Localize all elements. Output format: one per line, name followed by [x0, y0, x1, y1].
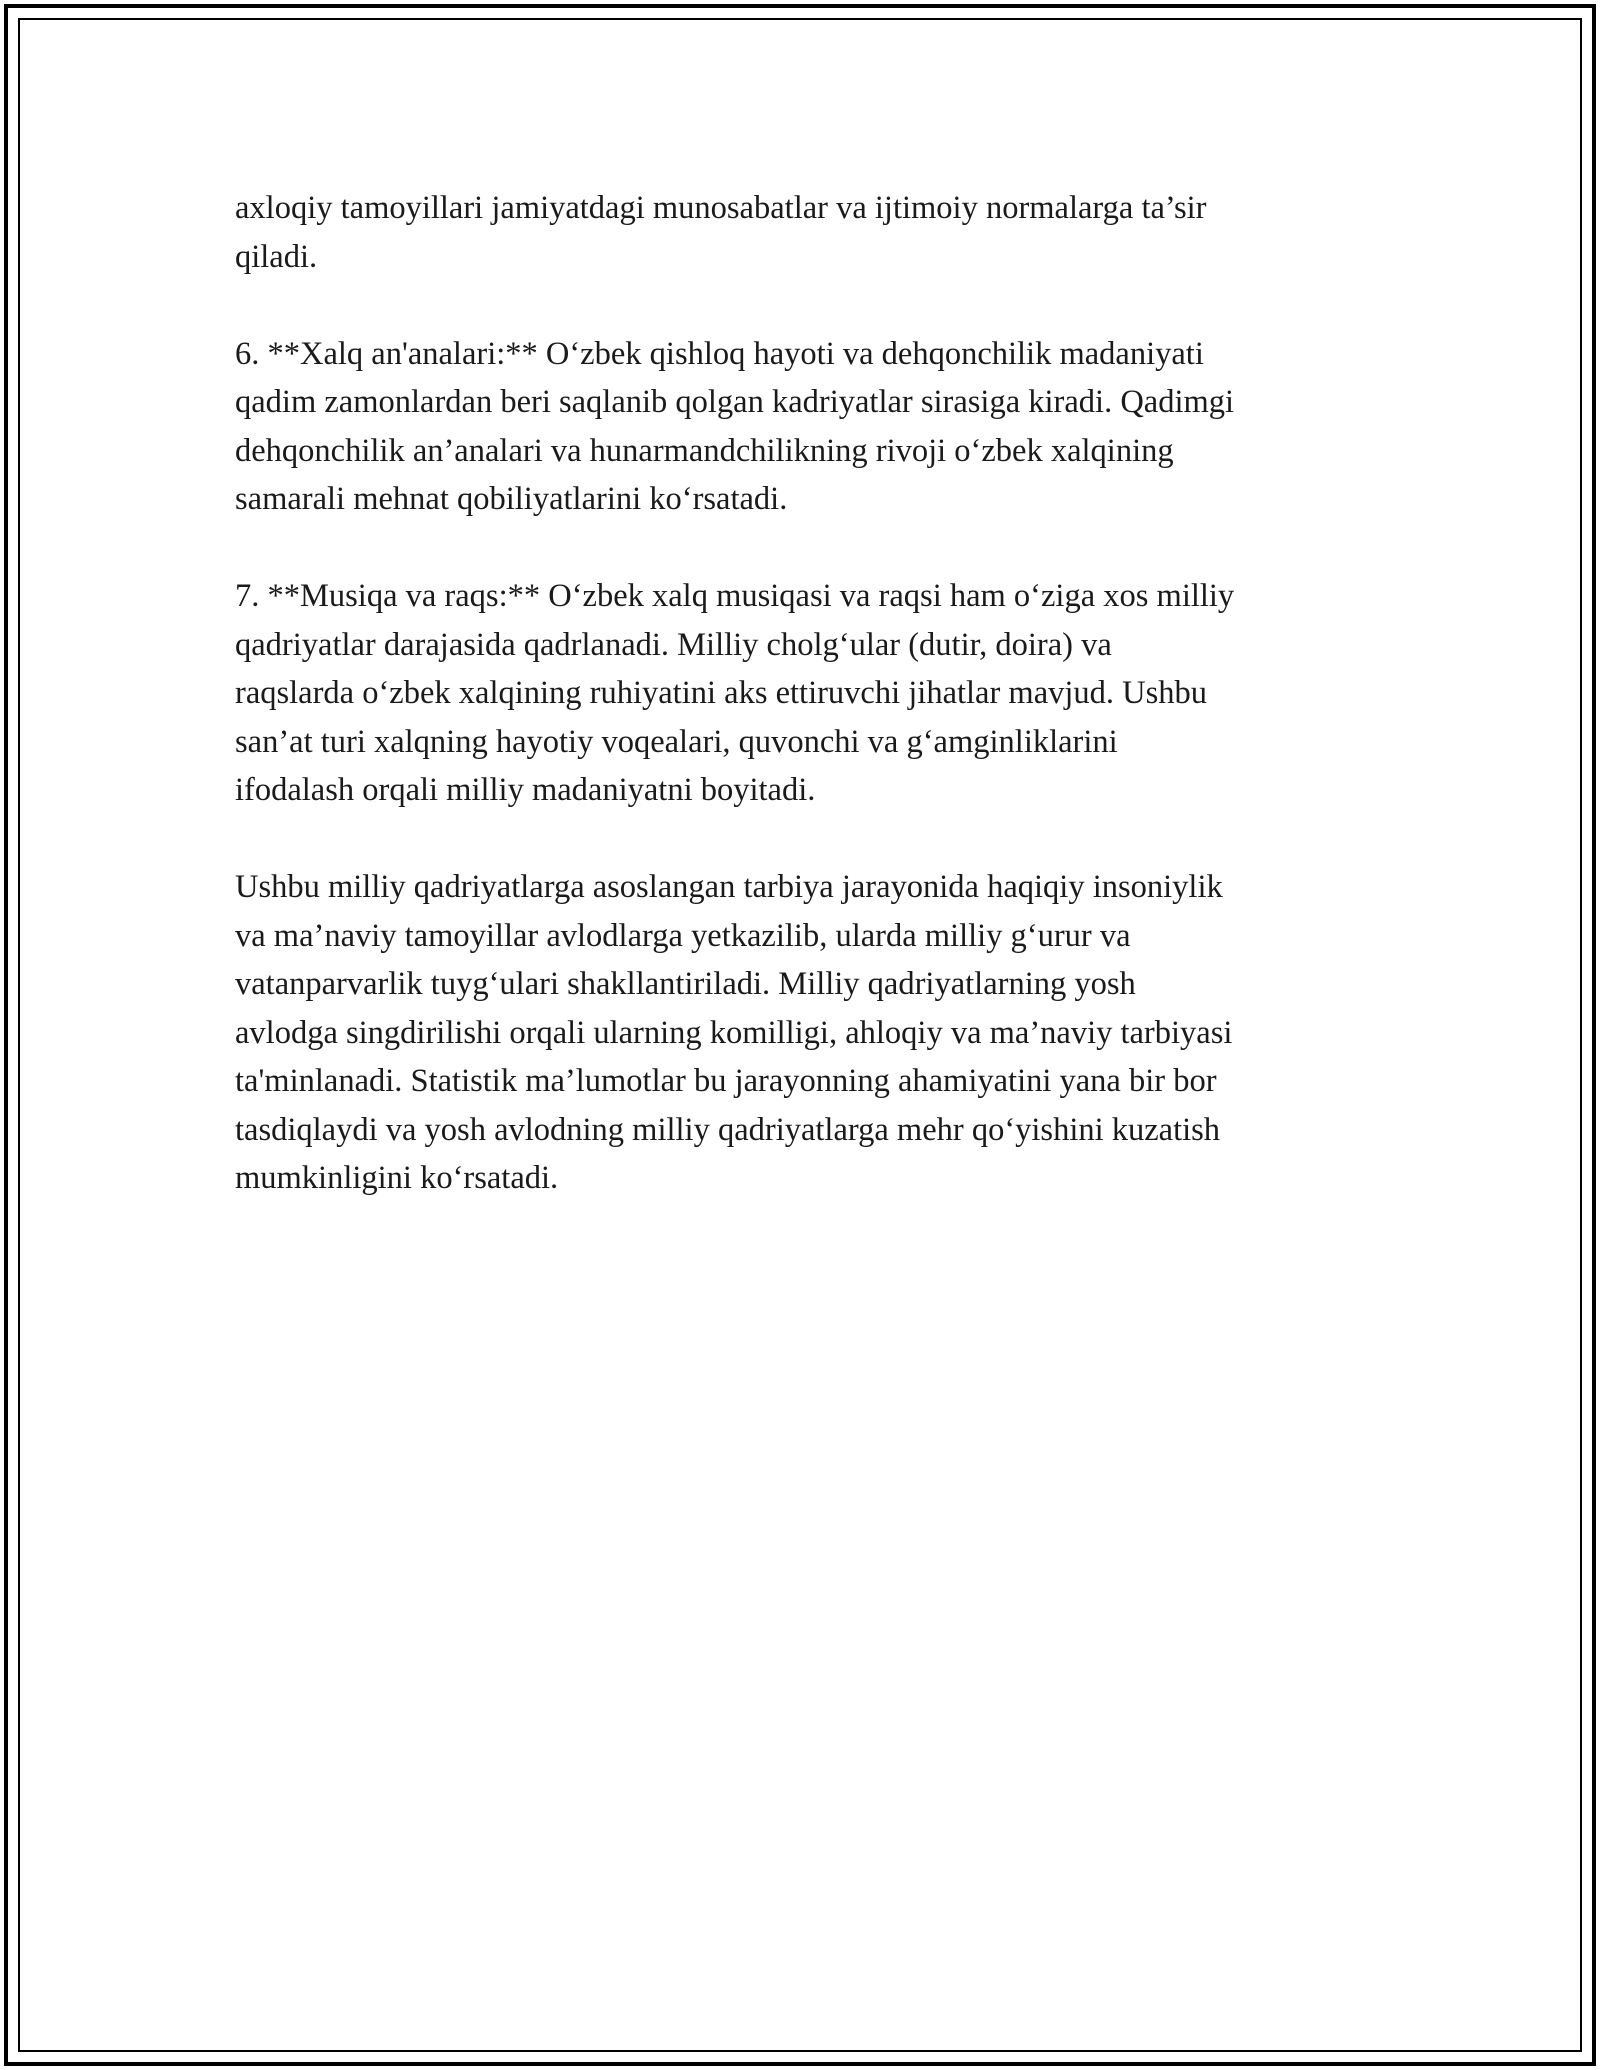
document-body [235, 184, 1385, 1251]
paragraph-continuation: axloqiy tamoyillari jamiyatdagi munosabatlar va ijtimoiy normalarga ta’sir qiladi. [235, 190, 1207, 275]
paragraph-folk-traditions: 6. **Xalq an'analari:** O‘zbek qishloq hayoti va dehqonchilik madaniyati qadim zamonlardan beri saqlanib qolgan kadriyatlar sirasiga kiradi. Qadimgi dehqonchilik an’analari va hunarmandchilikning rivoji o‘zbek xalqining samarali mehnat qobiliyatlarini ko‘rsatadi. [235, 335, 1235, 517]
paragraph-music-and-dance: 7. **Musiqa va raqs:** O‘zbek xalq musiqasi va raqsi ham o‘ziga xos milliy qadriyatlar darajasida qadrlanadi. Milliy cholg‘ular (dutir, doira) va raqslarda o‘zbek xalqining ruhiyatini aks ettiruvchi jihatlar mavjud. Ushbu san’at turi xalqning hayotiy voqealari, quvonchi va g‘amginliklarini ifodalash orqali milliy madaniyatni boyitadi. [235, 578, 1235, 808]
paragraph-conclusion: Ushbu milliy qadriyatlarga asoslangan tarbiya jarayonida haqiqiy insoniylik va ma’naviy tamoyillar avlodlarga yetkazilib, ularda milliy g‘urur va vatanparvarlik tuyg‘ulari shakllantiriladi. Milliy qadriyatlarning yosh avlodga singdirilishi orqali ularning komilligi, ahloqiy va ma’naviy tarbiyasi ta'minlanadi. Statistik ma’lumotlar bu jarayonning ahamiyatini yana bir bor tasdiqlaydi va yosh avlodning milliy qadriyatlarga mehr qo‘yishini kuzatish mumkinligini ko‘rsatadi. [235, 869, 1233, 1196]
